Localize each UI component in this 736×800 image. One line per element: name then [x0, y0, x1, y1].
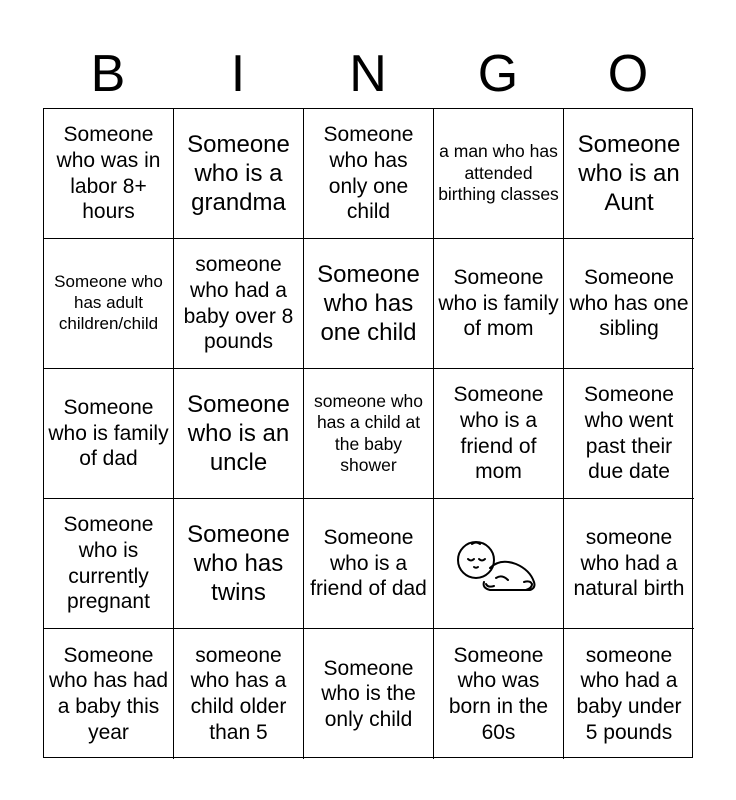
header-letter-o: O — [607, 45, 649, 103]
bingo-cell[interactable]: Someone who is the only child — [304, 629, 434, 759]
bingo-cell[interactable]: Someone who is a grandma — [174, 109, 304, 239]
bingo-cell[interactable]: someone who has a child at the baby shower — [304, 369, 434, 499]
bingo-cell[interactable]: Someone who is an uncle — [174, 369, 304, 499]
bingo-cell[interactable]: Someone who is an Aunt — [564, 109, 694, 239]
header-letter-n: N — [349, 45, 387, 103]
bingo-cell[interactable]: Someone who was in labor 8+ hours — [44, 109, 174, 239]
bingo-cell[interactable]: Someone who went past their due date — [564, 369, 694, 499]
bingo-cell[interactable]: Someone who has only one child — [304, 109, 434, 239]
bingo-cell[interactable]: Someone who is currently pregnant — [44, 499, 174, 629]
bingo-header — [43, 40, 693, 108]
bingo-card-grid — [43, 108, 693, 758]
free-space-cell[interactable] — [434, 499, 564, 629]
bingo-cell[interactable]: someone who had a baby under 5 pounds — [576, 643, 682, 744]
header-letter-g: G — [477, 45, 519, 103]
bingo-cell[interactable]: Someone who is family of mom — [434, 239, 564, 369]
header-letter-i: I — [230, 45, 246, 103]
header-letter-b: B — [90, 45, 126, 103]
bingo-cell[interactable]: Someone who has one child — [304, 239, 434, 369]
bingo-cell[interactable]: Someone who has had a baby this year — [44, 629, 174, 759]
bingo-cell[interactable]: Someone who has adult children/child — [44, 239, 174, 369]
bingo-cell[interactable]: Someone who has twins — [174, 499, 304, 629]
bingo-cell[interactable]: Someone who has one sibling — [564, 239, 694, 369]
bingo-cell[interactable]: someone who has a child older than 5 — [174, 629, 304, 759]
bingo-cell[interactable]: Someone who was born in the 60s — [434, 629, 564, 759]
bingo-cell[interactable]: Someone who is a friend of dad — [304, 499, 434, 629]
sleeping-baby-icon — [454, 534, 544, 594]
bingo-cell[interactable]: someone who had a natural birth — [564, 499, 694, 629]
bingo-cell[interactable]: Someone who is a friend of mom — [434, 369, 564, 499]
bingo-cell[interactable]: Someone who is family of dad — [44, 369, 174, 499]
bingo-cell[interactable]: someone who had a baby over 8 pounds — [174, 239, 304, 369]
bingo-cell[interactable]: a man who has attended birthing classes — [434, 109, 564, 239]
